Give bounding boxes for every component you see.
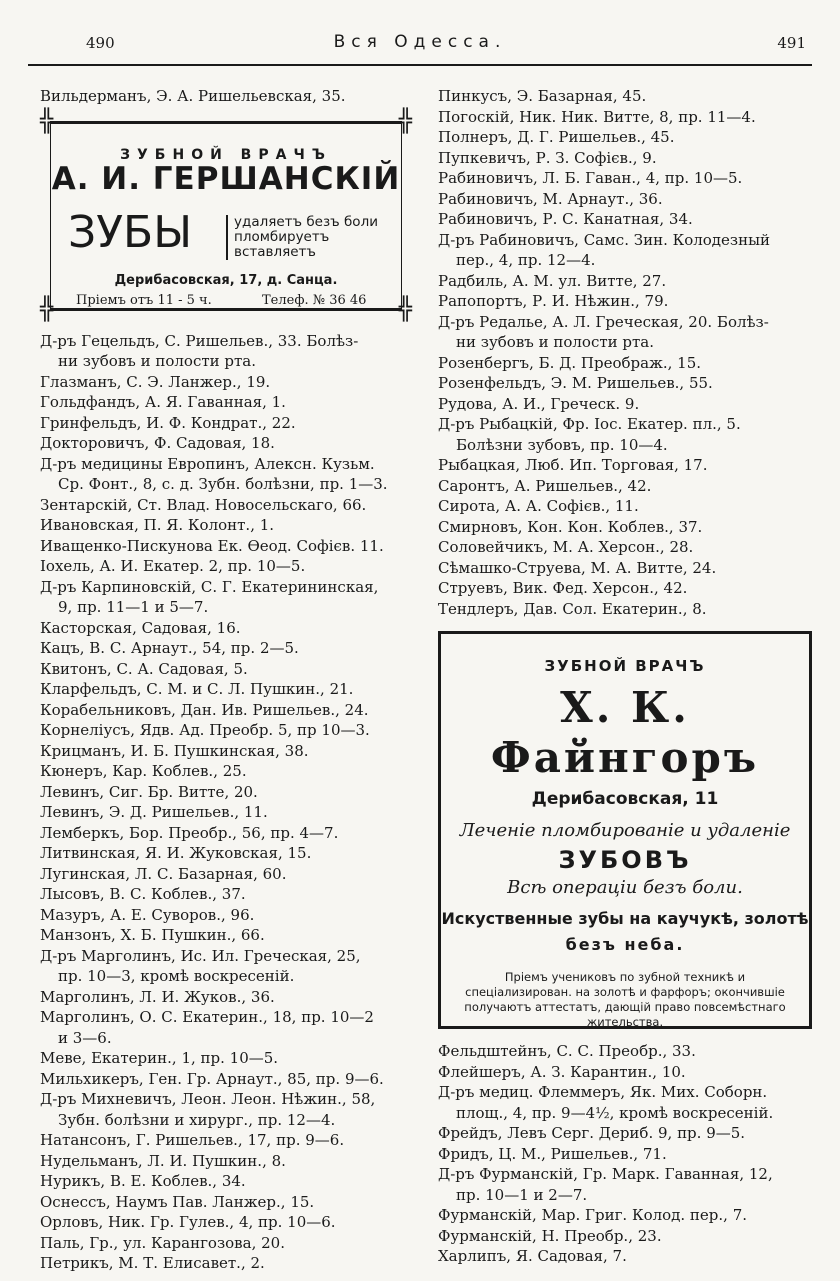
- entry-line: Лугинская, Л. С. Базарная, 60.: [40, 864, 287, 883]
- list-item: [40, 884, 418, 905]
- entry-line: Петрикъ, М. Т. Елисавет., 2.: [40, 1254, 265, 1272]
- list-item: [40, 925, 418, 946]
- list-item: [40, 823, 418, 844]
- entry-line: Полнеръ, Д. Г. Ришельев., 45.: [438, 128, 675, 146]
- entry-line: Натансонъ, Г. Ришельев., 17, пр. 9—6.: [40, 1131, 345, 1149]
- entry-line: Гринфельдъ, И. Ф. Кондрат., 22.: [40, 413, 296, 432]
- list-item: [40, 1151, 418, 1172]
- entry-line: Касторская, Садовая, 16.: [40, 618, 241, 637]
- entry-line: Фрейдъ, Левъ Серг. Дериб. 9, пр. 9—5.: [438, 1124, 746, 1142]
- list-item: [40, 495, 418, 516]
- list-item: [438, 86, 816, 107]
- entry-line: Пупкевичъ, Р. З. Софієв., 9.: [438, 148, 657, 167]
- list-item: [438, 291, 816, 312]
- list-item: [40, 1233, 418, 1254]
- list-item: [438, 312, 816, 353]
- left-entry-list: [40, 331, 418, 1274]
- entry-line: Сирота, А. А. Софієв., 11.: [438, 497, 639, 515]
- list-item: [438, 517, 816, 538]
- list-item: [438, 1123, 816, 1144]
- entry-line: Иващенко-Пискунова Ек. Ѳеод. Софієв. 11.: [40, 536, 384, 555]
- list-item: [438, 209, 816, 230]
- list-item: [438, 558, 816, 579]
- ad-artificial-teeth-line: Искуственные зубы на каучукѣ, золотѣ: [441, 908, 809, 928]
- page-number-left: 490: [86, 34, 115, 52]
- list-item: [438, 271, 816, 292]
- list-item: [438, 1226, 816, 1247]
- corner-ornament: ╬: [40, 108, 54, 134]
- entry-line: Манзонъ, Х. Б. Пушкин., 66.: [40, 926, 265, 944]
- ad-service: вставляетъ: [234, 243, 316, 260]
- list-item: [40, 802, 418, 823]
- left-column: [40, 86, 418, 1274]
- ad-address: Дерибасовская, 11: [531, 788, 719, 809]
- ad-big-word: ЗУБЫ: [68, 206, 193, 258]
- list-item: [40, 515, 418, 536]
- entry-continuation: ни зубовъ и полости рта.: [58, 352, 257, 370]
- entry-line: Кацъ, В. С. Арнаут., 54, пр. 2—5.: [40, 639, 299, 657]
- list-item: [40, 741, 418, 762]
- entry-line: Марголинъ, О. С. Екатерин., 18, пр. 10—2: [40, 1008, 374, 1026]
- list-item: [438, 599, 816, 620]
- entry-continuation: пер., 4, пр. 12—4.: [456, 251, 596, 269]
- entry-line: Розенбергъ, Б. Д. Преображ., 15.: [438, 353, 702, 372]
- list-item: [438, 1062, 816, 1083]
- ad-doctor-name: Х. К. Файнгоръ: [490, 682, 760, 782]
- list-item: [40, 905, 418, 926]
- entry-line: Рабиновичъ, Л. Б. Гаван., 4, пр. 10—5.: [438, 169, 743, 187]
- list-item: [438, 1041, 816, 1062]
- list-item: [438, 1246, 816, 1267]
- list-item: [40, 1192, 418, 1213]
- corner-ornament: ╬: [398, 296, 412, 322]
- entry-line: Докторовичъ, Ф. Садовая, 18.: [40, 434, 275, 452]
- entry-line: Зентарскій, Ст. Влад. Новосельскаго, 66.: [40, 495, 367, 514]
- right-top-list: [438, 86, 816, 619]
- entry-line: Орловъ, Ник. Гр. Гулев., 4, пр. 10—6.: [40, 1213, 336, 1231]
- entry-line: Нурикъ, В. Е. Коблев., 34.: [40, 1172, 246, 1190]
- entry-line: Розенфельдъ, Э. М. Ришельев., 55.: [438, 374, 713, 392]
- entry-line: Рыбацкая, Люб. Ип. Торговая, 17.: [438, 456, 708, 474]
- list-item: [438, 1164, 816, 1205]
- list-item: [40, 454, 418, 495]
- entry-line: Д-ръ медицины Европинъ, Алексн. Кузьм.: [40, 454, 375, 473]
- right-column: [438, 86, 816, 1267]
- list-item: [40, 1048, 418, 1069]
- ad-big-word: ЗУБОВЪ: [558, 845, 692, 874]
- entry-line: Фурманскій, Мар. Григ. Колод. пер., 7.: [438, 1206, 748, 1224]
- entry-line: Фурманскій, Н. Преобр., 23.: [438, 1226, 662, 1245]
- list-item: [438, 455, 816, 476]
- entry-line: Смирновъ, Кон. Кон. Коблев., 37.: [438, 517, 703, 536]
- entry-continuation: пр. 10—3, кромѣ воскресеній.: [58, 967, 295, 985]
- entry-line: Оснессъ, Наумъ Пав. Ланжер., 15.: [40, 1192, 315, 1211]
- entry-line: Корнеліусъ, Ядв. Ад. Преобр. 5, пр 10—3.: [40, 721, 370, 739]
- list-item: [40, 433, 418, 454]
- list-item: [438, 476, 816, 497]
- list-item: [438, 107, 816, 128]
- list-item: [438, 127, 816, 148]
- list-item: [40, 1253, 418, 1274]
- list-item: [40, 556, 418, 577]
- list-item: [438, 168, 816, 189]
- entry-continuation: Болѣзни зубовъ, пр. 10—4.: [456, 435, 668, 454]
- list-item: [438, 496, 816, 517]
- left-top-list: [40, 86, 418, 107]
- entry-line: Ивановская, П. Я. Колонт., 1.: [40, 516, 275, 534]
- entry-line: Харлипъ, Я. Садовая, 7.: [438, 1247, 627, 1265]
- ad-faingor: [438, 631, 812, 1029]
- list-item: [438, 189, 816, 210]
- entry-line: Нудельманъ, Л. И. Пушкин., 8.: [40, 1151, 286, 1170]
- entry-line: Рапопортъ, Р. И. Нѣжин., 79.: [438, 292, 669, 310]
- entry-line: Рабиновичъ, Р. С. Канатная, 34.: [438, 210, 693, 228]
- entry-line: Квитонъ, С. А. Садовая, 5.: [40, 659, 248, 678]
- list-item: [40, 86, 418, 107]
- entry-line: Пинкусъ, Э. Базарная, 45.: [438, 87, 647, 105]
- entry-line: Д-ръ Гецельдъ, С. Ришельев., 33. Болѣз-: [40, 331, 359, 350]
- list-item: [40, 577, 418, 618]
- entry-line: Мильхикеръ, Ген. Гр. Арнаут., 85, пр. 9—6.: [40, 1069, 384, 1088]
- corner-ornament: ╬: [40, 296, 54, 322]
- list-item: [40, 1007, 418, 1048]
- entry-line: Сѣмашко-Струева, М. А. Витте, 24.: [438, 558, 717, 577]
- list-item: [40, 700, 418, 721]
- list-item: [40, 679, 418, 700]
- entry-line: Кюнеръ, Кар. Коблев., 25.: [40, 762, 247, 780]
- list-item: [438, 1205, 816, 1226]
- list-item: [40, 1212, 418, 1233]
- entry-line: Соловейчикъ, М. А. Херсон., 28.: [438, 538, 694, 556]
- entry-continuation: 9, пр. 11—1 и 5—7.: [58, 598, 209, 616]
- list-item: [40, 1089, 418, 1130]
- right-bottom-list: [438, 1041, 816, 1267]
- list-item: [40, 659, 418, 680]
- entry-line: Д-ръ Марголинъ, Ис. Ил. Греческая, 25,: [40, 946, 361, 965]
- entry-line: Струевъ, Вик. Фед. Херсон., 42.: [438, 579, 688, 597]
- corner-ornament: ╬: [398, 108, 412, 134]
- ad-service: пломбируетъ: [234, 228, 330, 245]
- ad-services-line: Леченіе пломбированіе и удаленіе: [459, 820, 791, 841]
- entry-line: Фельдштейнъ, С. С. Преобр., 33.: [438, 1042, 696, 1060]
- ad-services: [226, 215, 378, 260]
- entry-line: Д-ръ Михневичъ, Леон. Леон. Нѣжин., 58,: [40, 1090, 376, 1108]
- entry-line: Рабиновичъ, М. Арнаут., 36.: [438, 189, 663, 208]
- entry-continuation: пр. 10—1 и 2—7.: [456, 1185, 588, 1204]
- list-item: [438, 537, 816, 558]
- entry-line: Паль, Гр., ул. Карангозова, 20.: [40, 1233, 285, 1252]
- entry-line: Тендлеръ, Дав. Сол. Екатерин., 8.: [438, 599, 707, 618]
- ad-doctor-name: А. И. ГЕРШАНСКІЙ: [51, 160, 401, 197]
- entry-line: Погоскій, Ник. Ник. Витте, 8, пр. 11—4.: [438, 107, 756, 126]
- list-item: [40, 1171, 418, 1192]
- entry-line: Д-ръ Рабиновичъ, Самс. Зин. Колодезный: [438, 230, 771, 249]
- entry-line: Левинъ, Э. Д. Ришельев., 11.: [40, 803, 268, 821]
- list-item: [438, 148, 816, 169]
- list-item: [40, 782, 418, 803]
- entry-line: Левинъ, Сиг. Бр. Витте, 20.: [40, 782, 258, 801]
- entry-line: Глазманъ, С. Э. Ланжер., 19.: [40, 372, 271, 391]
- entry-line: Д-ръ Карпиновскій, С. Г. Екатерининская,: [40, 577, 379, 596]
- page-title: Вся Одесса.: [333, 32, 507, 52]
- entry-line: Саронтъ, А. Ришельев., 42.: [438, 476, 652, 495]
- entry-line: Д-ръ Фурманскій, Гр. Марк. Гаванная, 12,: [438, 1165, 773, 1183]
- entry-line: Литвинская, Я. И. Жуковская, 15.: [40, 844, 312, 862]
- entry-line: Меве, Екатерин., 1, пр. 10—5.: [40, 1049, 279, 1067]
- entry-line: Вильдерманъ, Э. А. Ришельевская, 35.: [40, 87, 346, 105]
- list-item: [40, 987, 418, 1008]
- list-item: [40, 618, 418, 639]
- list-item: [438, 230, 816, 271]
- list-item: [40, 843, 418, 864]
- entry-line: Радбиль, А. М. ул. Витте, 27.: [438, 271, 667, 290]
- entry-line: Флейшеръ, А. З. Карантин., 10.: [438, 1062, 686, 1081]
- ad-gershansky: [40, 108, 412, 322]
- list-item: [40, 638, 418, 659]
- ad-painless-line: Всѣ операціи безъ боли.: [507, 877, 743, 898]
- entry-line: Д-ръ Редалье, А. Л. Греческая, 20. Болѣз-: [438, 312, 769, 331]
- list-item: [438, 1082, 816, 1123]
- list-item: [438, 394, 816, 415]
- entry-line: Рудова, А. И., Греческ. 9.: [438, 394, 640, 413]
- entry-line: Крицманъ, И. Б. Пушкинская, 38.: [40, 741, 309, 760]
- list-item: [40, 946, 418, 987]
- list-item: [40, 536, 418, 557]
- entry-continuation: ни зубовъ и полости рта.: [456, 333, 655, 351]
- list-item: [438, 373, 816, 394]
- ad-service: удаляетъ безъ боли: [234, 213, 378, 230]
- ad-phone: Телеф. № 36 46: [262, 292, 367, 308]
- ad-title: ЗУБНОЙ ВРАЧЪ: [544, 657, 706, 675]
- list-item: [40, 331, 418, 372]
- entry-line: Корабельниковъ, Дан. Ив. Ришельев., 24.: [40, 700, 369, 719]
- list-item: [40, 720, 418, 741]
- entry-line: Іохель, А. И. Екатер. 2, пр. 10—5.: [40, 557, 306, 575]
- entry-line: Лемберкъ, Бор. Преобр., 56, пр. 4—7.: [40, 823, 339, 842]
- entry-continuation: и 3—6.: [58, 1028, 112, 1047]
- entry-line: Марголинъ, Л. И. Жуков., 36.: [40, 987, 275, 1006]
- list-item: [40, 413, 418, 434]
- ad-no-palate-line: безъ неба.: [565, 935, 685, 954]
- page-number-right: 491: [777, 34, 806, 52]
- list-item: [40, 392, 418, 413]
- entry-continuation: Зубн. болѣзни и хирург., пр. 12—4.: [58, 1110, 336, 1129]
- list-item: [438, 578, 816, 599]
- list-item: [40, 1130, 418, 1151]
- entry-line: Д-ръ Рыбацкій, Фр. Іос. Екатер. пл., 5.: [438, 415, 741, 433]
- entry-line: Фридъ, Ц. М., Ришельев., 71.: [438, 1144, 667, 1163]
- entry-line: Д-ръ медиц. Флеммеръ, Як. Мих. Соборн.: [438, 1083, 768, 1101]
- entry-line: Мазуръ, А. Е. Суворов., 96.: [40, 905, 255, 924]
- ad-address: Дерибасовская, 17, д. Санца.: [114, 272, 338, 288]
- list-item: [40, 1069, 418, 1090]
- entry-line: Лысовъ, В. С. Коблев., 37.: [40, 885, 246, 903]
- ad-hours: Пріемъ отъ 11 - 5 ч.: [76, 292, 212, 308]
- list-item: [40, 864, 418, 885]
- page-header: [28, 30, 812, 66]
- ad-note: Пріемъ учениковъ по зубной техникѣ и спеціализирован. на золотѣ и фарфоръ; окончившіе получаютъ аттестатъ, дающій право повсемѣстнаго жительства.: [464, 969, 786, 1029]
- list-item: [40, 372, 418, 393]
- entry-line: Гольдфандъ, А. Я. Гаванная, 1.: [40, 393, 286, 411]
- ad-title: ЗУБНОЙ ВРАЧЪ: [120, 146, 332, 163]
- entry-continuation: площ., 4, пр. 9—4½, кромѣ воскресеній.: [456, 1103, 774, 1122]
- entry-continuation: Ср. Фонт., 8, с. д. Зубн. болѣзни, пр. 1—3.: [58, 475, 388, 493]
- list-item: [438, 353, 816, 374]
- list-item: [40, 761, 418, 782]
- list-item: [438, 414, 816, 455]
- entry-line: Кларфельдъ, С. М. и С. Л. Пушкин., 21.: [40, 680, 354, 698]
- list-item: [438, 1144, 816, 1165]
